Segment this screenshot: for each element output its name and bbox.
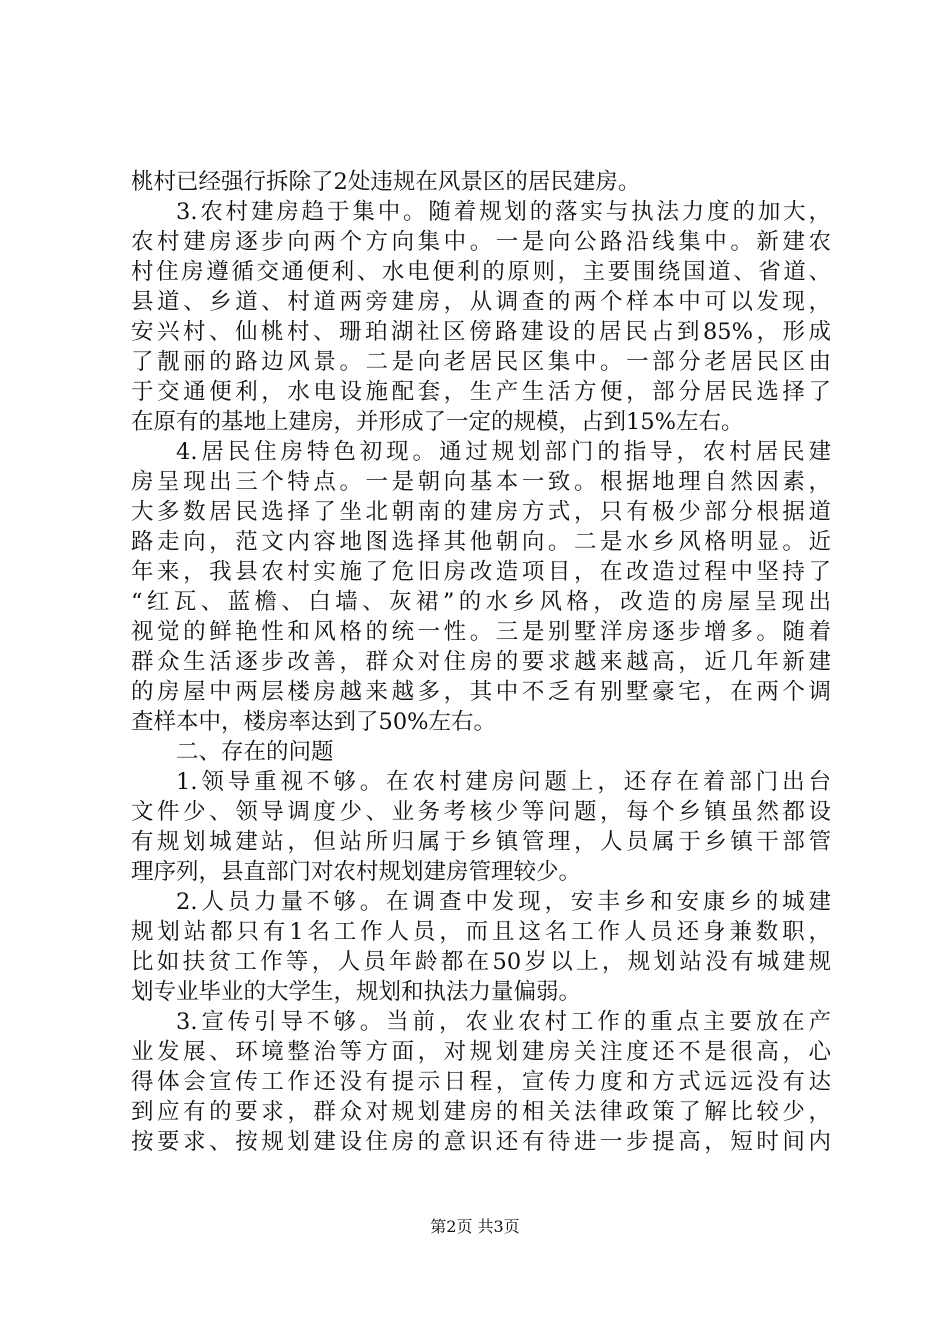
text-line: 年来，我县农村实施了危旧房改造项目，在改造过程中坚持了 bbox=[131, 559, 831, 585]
text-line: 群众生活逐步改善，群众对住房的要求越来越高，近几年新建 bbox=[131, 649, 831, 675]
text-line: “红瓦、蓝檐、白墙、灰裙”的水乡风格，改造的房屋呈现出 bbox=[131, 589, 831, 615]
text-line: 路走向，范文内容地图选择其他朝向。二是水乡风格明显。近 bbox=[131, 529, 831, 555]
text-line: 在原有的基地上建房，并形成了一定的规模，占到15%左右。 bbox=[131, 409, 744, 435]
text-line: 文件少、领导调度少、业务考核少等问题，每个乡镇虽然都设 bbox=[131, 799, 831, 825]
text-line: 桃村已经强行拆除了2处违规在风景区的居民建房。 bbox=[131, 169, 641, 195]
text-line: 有规划城建站，但站所归属于乡镇管理，人员属于乡镇干部管 bbox=[131, 829, 831, 855]
text-line: 村住房遵循交通便利、水电便利的原则，主要围绕国道、省道、 bbox=[131, 259, 831, 285]
text-line: 比如扶贫工作等，人员年龄都在50岁以上，规划站没有城建规 bbox=[131, 949, 831, 975]
text-line: 了靓丽的路边风景。二是向老居民区集中。一部分老居民区由 bbox=[131, 349, 831, 375]
document-body bbox=[131, 167, 831, 1157]
text-line: 理序列，县直部门对农村规划建房管理较少。 bbox=[131, 859, 582, 885]
text-line: 县道、乡道、村道两旁建房，从调查的两个样本中可以发现， bbox=[131, 289, 831, 315]
text-line: 大多数居民选择了坐北朝南的建房方式，只有极少部分根据道 bbox=[131, 499, 831, 525]
text-line: 房呈现出三个特点。一是朝向基本一致。根据地理自然因素， bbox=[131, 469, 831, 495]
text-line: 3.农村建房趋于集中。随着规划的落实与执法力度的加大， bbox=[176, 199, 831, 225]
text-line: 查样本中，楼房率达到了50%左右。 bbox=[131, 709, 497, 735]
text-line: 安兴村、仙桃村、珊珀湖社区傍路建设的居民占到85%，形成 bbox=[131, 319, 831, 345]
text-line: 视觉的鲜艳性和风格的统一性。三是别墅洋房逐步增多。随着 bbox=[131, 619, 831, 645]
text-line: 3.宣传引导不够。当前，农业农村工作的重点主要放在产 bbox=[176, 1009, 831, 1035]
text-line: 划专业毕业的大学生，规划和执法力量偏弱。 bbox=[131, 979, 582, 1005]
text-line: 2.人员力量不够。在调查中发现，安丰乡和安康乡的城建 bbox=[176, 889, 831, 915]
text-line: 4.居民住房特色初现。通过规划部门的指导，农村居民建 bbox=[176, 439, 831, 465]
text-line: 1.领导重视不够。在农村建房问题上，还存在着部门出台 bbox=[176, 769, 831, 795]
text-line: 得体会宣传工作还没有提示日程，宣传力度和方式远远没有达 bbox=[131, 1069, 831, 1095]
text-line: 到应有的要求，群众对规划建房的相关法律政策了解比较少， bbox=[131, 1099, 831, 1125]
text-line: 按要求、按规划建设住房的意识还有待进一步提高，短时间内 bbox=[131, 1129, 831, 1155]
text-line: 农村建房逐步向两个方向集中。一是向公路沿线集中。新建农 bbox=[131, 229, 831, 255]
text-line: 于交通便利，水电设施配套，生产生活方便，部分居民选择了 bbox=[131, 379, 831, 405]
page-footer: 第2页 共3页 bbox=[430, 1217, 520, 1236]
text-line: 业发展、环境整治等方面，对规划建房关注度还不是很高，心 bbox=[131, 1039, 831, 1065]
text-line: 二、存在的问题 bbox=[176, 739, 334, 765]
text-line: 规划站都只有1名工作人员，而且这名工作人员还身兼数职， bbox=[131, 919, 831, 945]
text-line: 的房屋中两层楼房越来越多，其中不乏有别墅豪宅，在两个调 bbox=[131, 679, 831, 705]
